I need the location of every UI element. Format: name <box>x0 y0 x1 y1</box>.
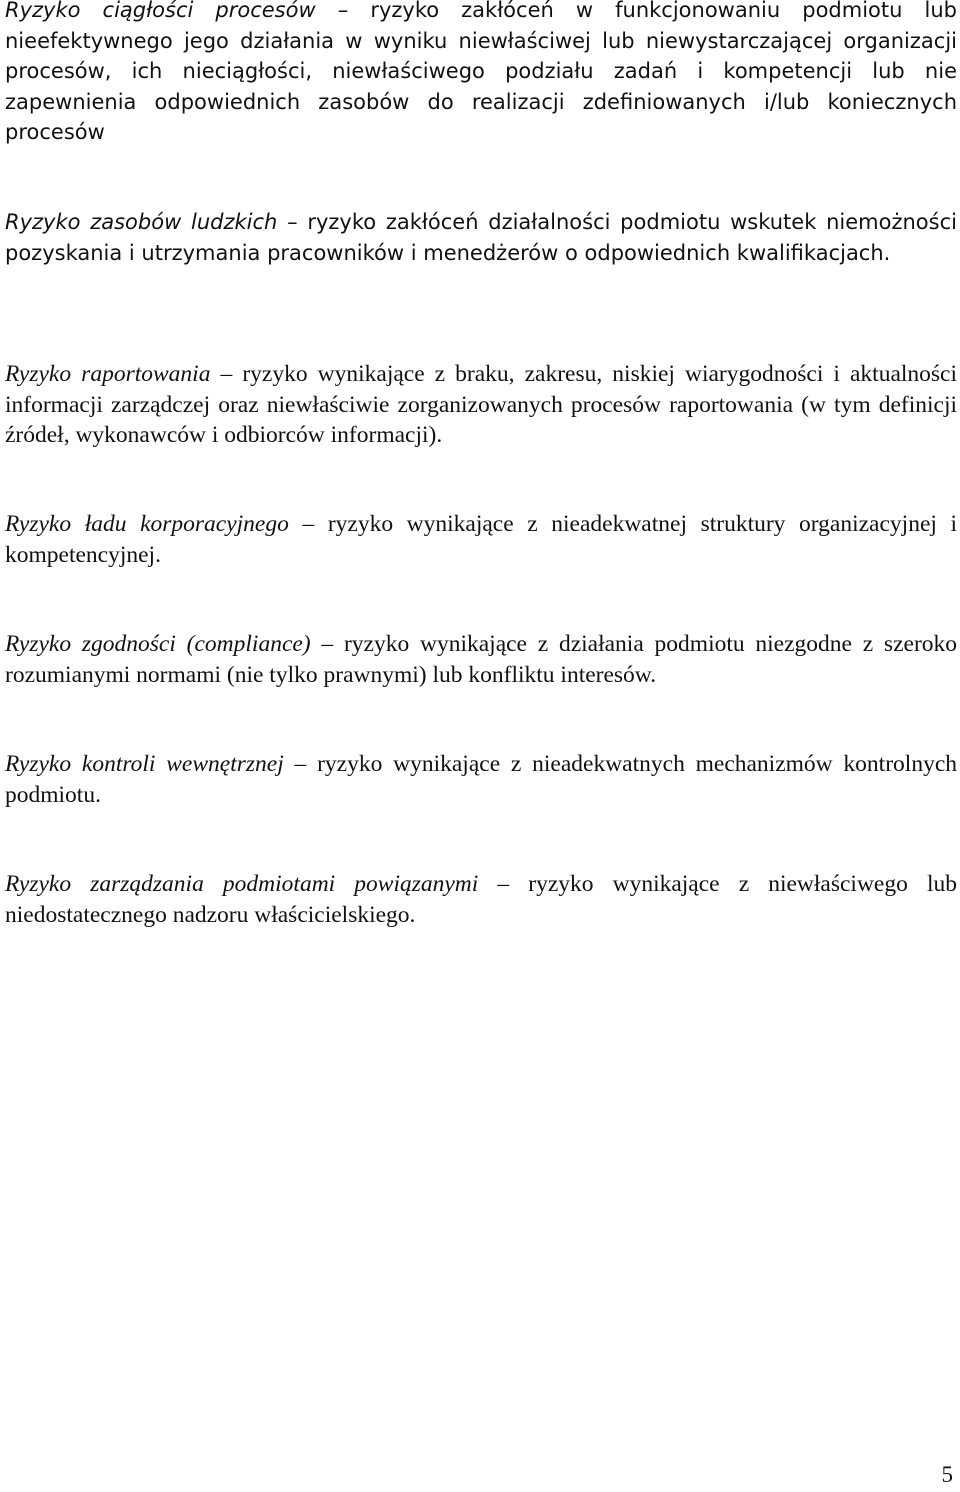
entry-term: Ryzyko raportowania <box>5 361 211 387</box>
entry-definition: ryzyko wynikające z braku, zakresu, niskiej wiarygodności i aktualności informacji zarządczej oraz niewłaściwie zorganizowanych procesów raportowania (w tym definicji źródeł, wykonawców i odbiorców informacji). <box>5 361 958 448</box>
entry-dash: – <box>302 511 315 537</box>
entry-definition: ryzyko zakłóceń działalności podmiotu wskutek niemożności pozyskania i utrzymania pracowników i menedżerów o odpowiednich kwalifikacjach. <box>5 210 957 265</box>
entry-dash: – <box>337 0 349 22</box>
entry-dash: – <box>497 871 510 897</box>
entry-definition: ryzyko zakłóceń w funkcjonowaniu podmiotu lub nieefektywnego jego działania w wyniku niewłaściwej lub niewystarczającej organizacji procesów, ich nieciągłości, niewłaściwego podziału zadań i kompetencji lub nie zapewnienia odpowiednich zasobów do realizacji zdefiniowanych i/lub koniecznych procesów <box>5 0 957 144</box>
entry-reporting-risk <box>5 359 957 451</box>
entry-definition: ryzyko wynikające z niewłaściwego lub niedostatecznego nadzoru właścicielskiego. <box>5 871 957 928</box>
entry-term: Ryzyko zarządzania podmiotami powiązanymi <box>5 871 479 897</box>
entry-human-resources-risk <box>5 207 957 268</box>
entry-internal-control-risk <box>5 749 957 810</box>
entry-dash: – <box>220 361 233 387</box>
entry-definition: ryzyko wynikające z nieadekwatnych mechanizmów kontrolnych podmiotu. <box>5 751 957 808</box>
entry-corporate-governance-risk <box>5 509 957 570</box>
entry-dash: – <box>287 210 298 234</box>
entry-dash: – <box>321 631 334 657</box>
entry-dash: – <box>294 751 307 777</box>
entry-related-entities-risk <box>5 869 957 930</box>
entry-compliance-risk <box>5 629 957 690</box>
page-number: 5 <box>941 1462 953 1487</box>
entry-term: Ryzyko zasobów ludzkich <box>5 210 278 234</box>
entry-process-continuity-risk <box>5 0 957 148</box>
entry-definition: ryzyko wynikające z działania podmiotu niezgodne z szeroko rozumianymi normami (nie tylko prawnymi) lub konfliktu interesów. <box>5 631 958 688</box>
entry-term: Ryzyko ładu korporacyjnego <box>5 511 289 537</box>
entry-definition: ryzyko wynikające z nieadekwatnej struktury organizacyjnej i kompetencyjnej. <box>5 511 958 568</box>
entry-term: Ryzyko ciągłości procesów <box>5 0 316 22</box>
entry-term: Ryzyko zgodności (compliance) <box>5 631 311 657</box>
entry-term: Ryzyko kontroli wewnętrznej <box>5 751 284 777</box>
